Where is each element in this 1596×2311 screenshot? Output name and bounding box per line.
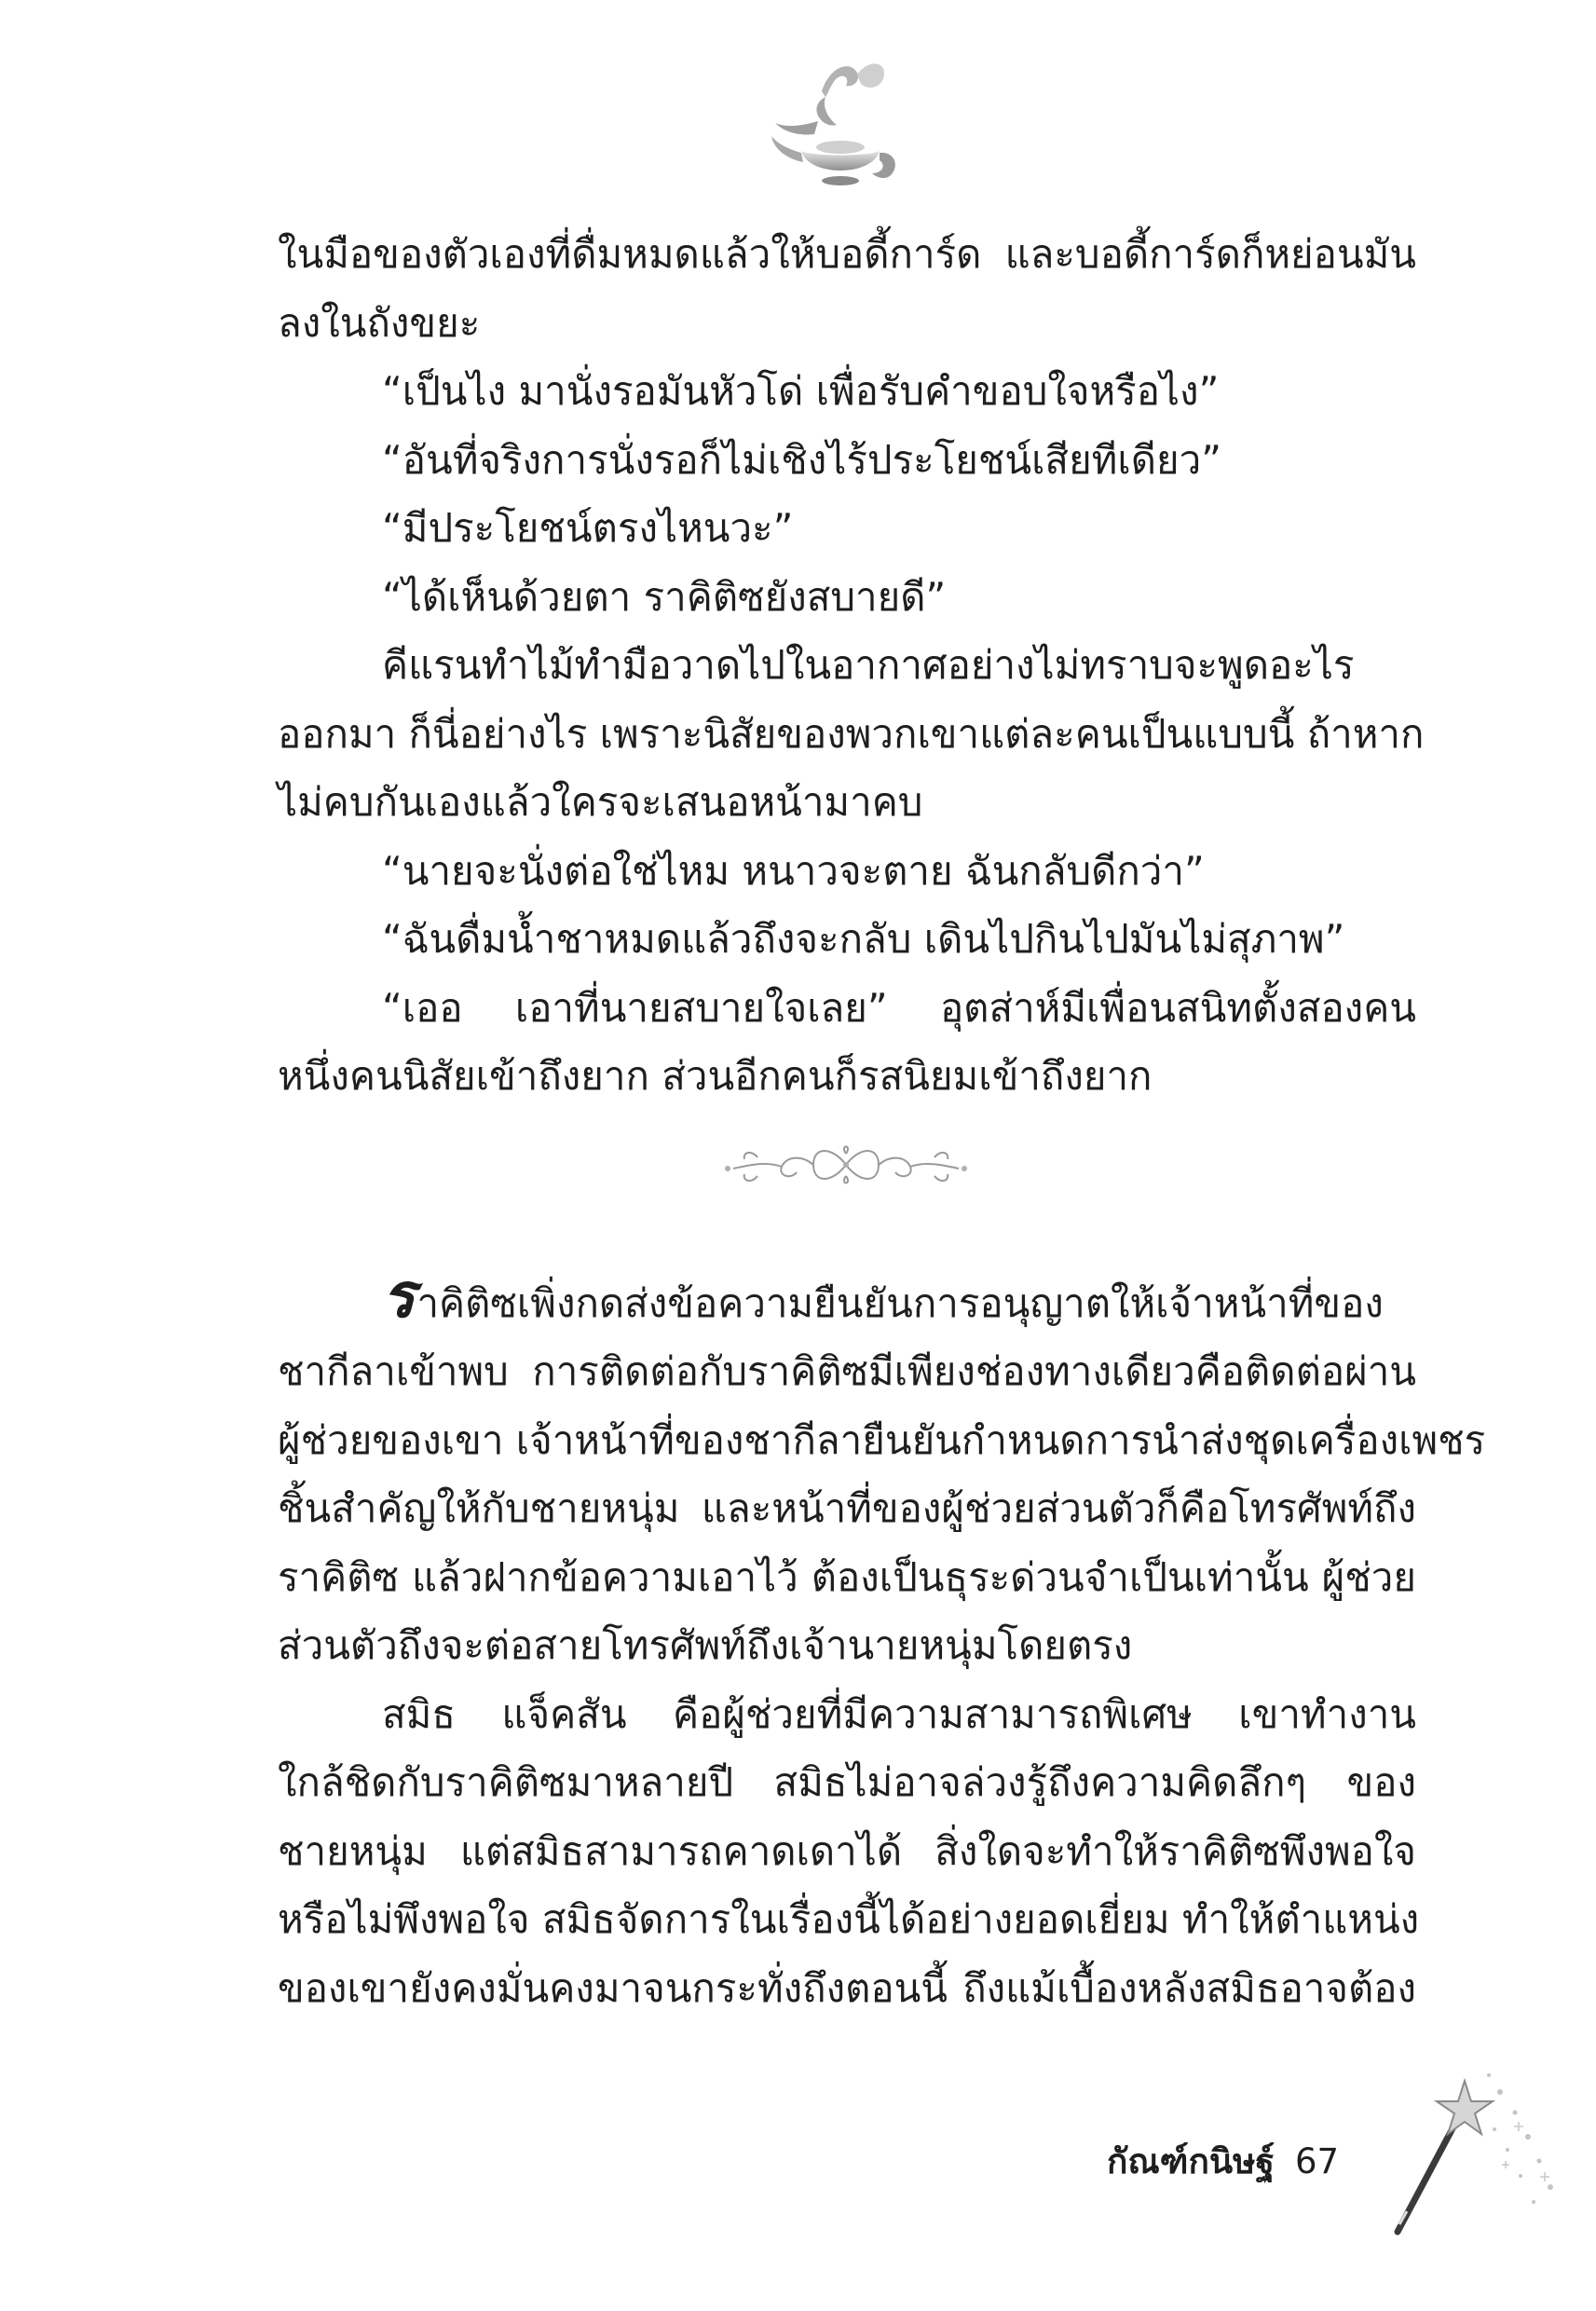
magic-lamp-fairy-icon	[764, 54, 904, 203]
ornamental-divider-icon	[720, 1137, 972, 1193]
text-line: “ฉันดื่มน้ำชาหมดแล้วถึงจะกลับ เดินไปกินไปมันไม่สุภาพ”	[382, 916, 1345, 962]
text-line: ราคิติซ แล้วฝากข้อความเอาไว้ ต้องเป็นธุระด่วนจำเป็นเท่านั้น ผู้ช่วย	[278, 1553, 1416, 1600]
text-line: “อันที่จริงการนั่งรอก็ไม่เชิงไร้ประโยชน์เสียทีเดียว”	[382, 436, 1221, 483]
first-line-rest: าคิติซเพิ่งกดส่งข้อความยืนยันการอนุญาตให้เจ้าหน้าที่ของ	[416, 1279, 1384, 1326]
text-line: ของเขายังคงมั่นคงมาจนกระทั่งถึงตอนนี้ ถึงแม้เบื้องหลังสมิธอาจต้อง	[278, 1964, 1416, 2011]
text-line: สมิธ แจ็คสัน คือผู้ช่วยที่มีความสามารถพิเศษ เขาทำงาน	[382, 1690, 1416, 1737]
text-line: “นายจะนั่งต่อใช่ไหม หนาวจะตาย ฉันกลับดีกว่า”	[382, 847, 1205, 894]
section-break	[278, 1111, 1416, 1223]
book-title: กัณฑ์กนิษฐ์	[1107, 2141, 1275, 2181]
text-line: ลงในถังขยะ	[278, 299, 481, 346]
text-line: ใกล้ชิดกับราคิติซมาหลายปี สมิธไม่อาจล่วงรู้ถึงความคิดลึกๆ ของ	[278, 1759, 1416, 1805]
text-line: ในมือของตัวเองที่ดื่มหมดแล้วให้บอดี้การ์ด และบอดี้การ์ดก็หย่อนมัน	[278, 231, 1416, 277]
text-line: ผู้ช่วยของเขา เจ้าหน้าที่ของชากีลายืนยันกำหนดการนำส่งชุดเครื่องเพชร	[278, 1416, 1486, 1463]
section-top	[278, 220, 1425, 1111]
section-bottom	[278, 1258, 1486, 2023]
text-line: “มีประโยชน์ตรงไหนวะ”	[382, 505, 794, 551]
text-line: หรือไม่พึงพอใจ สมิธจัดการในเรื่องนี้ได้อย่างยอดเยี่ยม ทำให้ตำแหน่ง	[278, 1896, 1420, 1942]
text-line: ชิ้นสำคัญให้กับชายหนุ่ม และหน้าที่ของผู้ช่วยส่วนตัวก็คือโทรศัพท์ถึง	[278, 1485, 1416, 1531]
text-line: ไม่คบกันเองแล้วใครจะเสนอหน้ามาคบ	[278, 779, 923, 825]
page-footer	[1107, 2134, 1339, 2189]
text-line: ชายหนุ่ม แต่สมิธสามารถคาดเดาได้ สิ่งใดจะทำให้ราคิติซพึงพอใจ	[278, 1827, 1416, 1874]
drop-cap: ร	[382, 1258, 416, 1332]
text-line-first	[278, 1258, 1416, 1338]
page-number: 67	[1294, 2141, 1340, 2181]
spacer	[278, 1223, 1416, 1269]
text-line: ชากีลาเข้าพบ การติดต่อกับราคิติซมีเพียงช่องทางเดียวคือติดต่อผ่าน	[278, 1348, 1416, 1394]
text-line: ออกมา ก็นี่อย่างไร เพราะนิสัยของพวกเขาแต่ละคนเป็นแบบนี้ ถ้าหาก	[278, 710, 1425, 757]
text-line: “ได้เห็นด้วยตา ราคิติซยังสบายดี”	[382, 573, 947, 620]
magic-wand-icon	[1379, 2064, 1565, 2241]
text-line: “เออ เอาที่นายสบายใจเลย” อุตส่าห์มีเพื่อนสนิทตั้งสองคน	[382, 984, 1416, 1031]
text-line: ส่วนตัวถึงจะต่อสายโทรศัพท์ถึงเจ้านายหนุ่มโดยตรง	[278, 1622, 1133, 1668]
text-line: คีแรนทำไม้ทำมือวาดไปในอากาศอย่างไม่ทราบจะพูดอะไร	[382, 642, 1355, 688]
text-line: หนึ่งคนนิสัยเข้าถึงยาก ส่วนอีกคนก็รสนิยมเข้าถึงยาก	[278, 1053, 1153, 1099]
text-line: “เป็นไง มานั่งรอมันหัวโด่ เพื่อรับคำขอบใจหรือไง”	[382, 368, 1220, 414]
body-text	[278, 220, 1486, 2022]
